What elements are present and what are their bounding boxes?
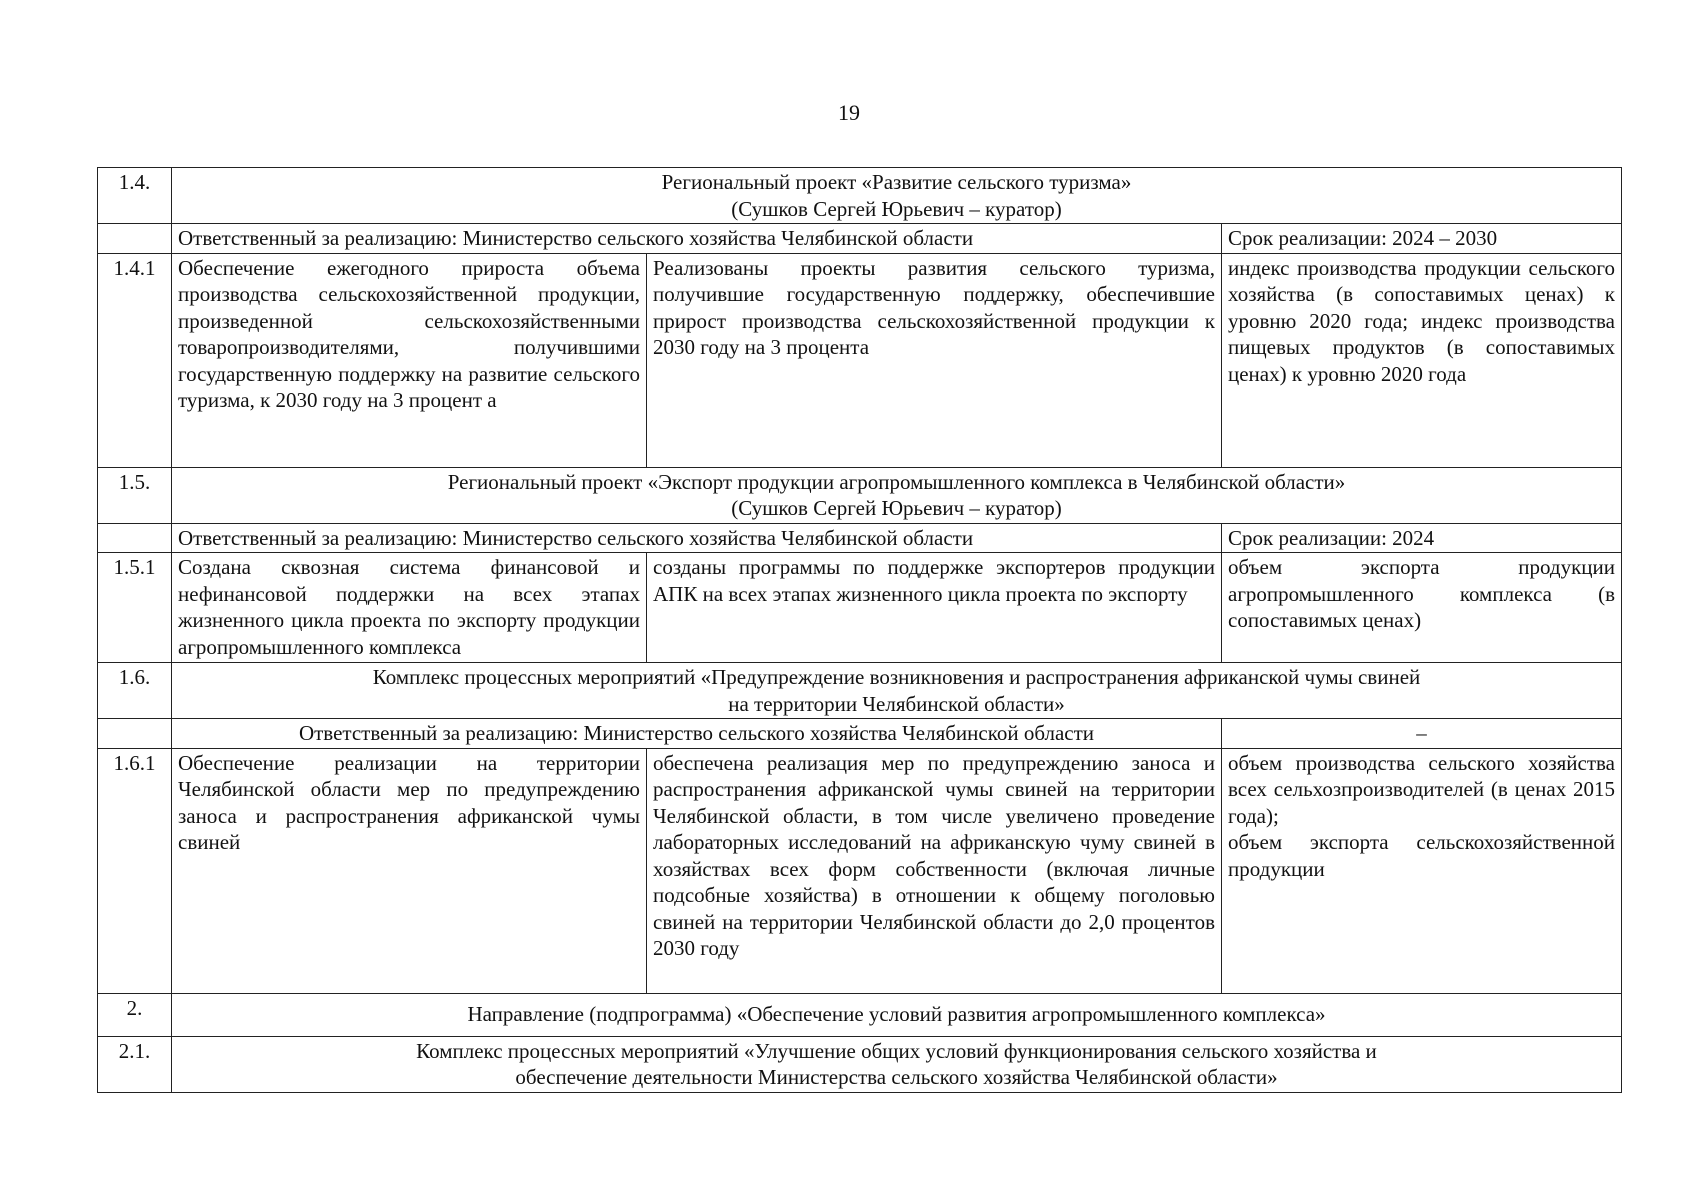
table-row [98,553,1622,663]
section-title: Региональный проект «Экспорт продукции агропромышленного комплекса в Челябинской области» [447,469,1346,494]
row-number: 1.6. [98,663,172,719]
section-title-cell [172,1036,1622,1092]
responsible-cell: Ответственный за реализацию: Министерство сельского хозяйства Челябинской области [172,719,1222,749]
table-row [98,253,1622,467]
section-title-cell [172,168,1622,224]
row-number: 1.5.1 [98,553,172,663]
section-title: Региональный проект «Развитие сельского туризма» [661,170,1132,194]
row-number: 2.1. [98,1036,172,1092]
section-curator: (Сушков Сергей Юрьевич – куратор) [731,196,1062,221]
table-row [98,748,1622,993]
table-row [98,168,1622,224]
responsible-cell: Ответственный за реализацию: Министерство сельского хозяйства Челябинской области [172,224,1222,254]
task-cell: Создана сквозная система финансовой и нефинансовой поддержки на всех этапах жизненного цикла проекта по экспорту продукции агропромышленного комплекса [172,553,647,663]
empty-cell [98,719,172,749]
row-number: 1.4. [98,168,172,224]
empty-cell [98,523,172,553]
indicator-item: объем производства сельского хозяйства всех сельхозпроизводителей (в ценах 2015 года); [1228,750,1615,828]
program-table [97,167,1622,1093]
term-cell: Срок реализации: 2024 – 2030 [1222,224,1622,254]
row-number: 2. [98,993,172,1036]
task-cell: Обеспечение реализации на территории Челябинской области мер по предупреждению заноса и распространения африканской чумы свиней [172,748,647,993]
page-number: 19 [838,100,860,125]
table-row [98,663,1622,719]
task-cell: Обеспечение ежегодного прироста объема производства сельскохозяйственной продукции, произведенной сельскохозяйственными товаропроизводителями, получившими государственную поддержку на развитие сельского туризма, к 2030 году на 3 процент а [172,253,647,467]
section-title-cell [172,663,1622,719]
row-number: 1.6.1 [98,748,172,993]
indicator-cell [1222,748,1622,993]
row-number: 1.4.1 [98,253,172,467]
term-cell: Срок реализации: 2024 [1222,523,1622,553]
result-cell: созданы программы по поддержке экспортеров продукции АПК на всех этапах жизненного цикла проекта по экспорту [647,553,1222,663]
section-curator: (Сушков Сергей Юрьевич – куратор) [731,496,1062,520]
section-title-continued: на территории Челябинской области» [728,691,1065,716]
row-number: 1.5. [98,467,172,523]
section-title: Комплекс процессных мероприятий «Улучшение общих условий функционирования сельского хозяйства и [416,1038,1377,1063]
indicator-cell: индекс производства продукции сельского хозяйства (в сопоставимых ценах) к уровню 2020 года; индекс производства пищевых продуктов (в сопоставимых ценах) к уровню 2020 года [1222,253,1622,467]
table-row [98,467,1622,523]
section-title-continued: обеспечение деятельности Министерства сельского хозяйства Челябинской области» [515,1065,1278,1089]
direction-title: Направление (подпрограмма) «Обеспечение условий развития агропромышленного комплекса» [172,993,1622,1036]
indicator-item: объем экспорта сельскохозяйственной продукции [1228,830,1615,881]
table-row [98,523,1622,553]
result-cell: обеспечена реализация мер по предупреждению заноса и распространения африканской чумы свиней на территории Челябинской области, в том числе увеличено проведение лабораторных исследований на африканскую чуму свиней в хозяйствах всех форм собственности (включая личные подсобные хозяйства) в отношении к общему поголовью свиней на территории Челябинской области до 2,0 процентов 2030 году [647,748,1222,993]
result-cell: Реализованы проекты развития сельского туризма, получившие государственную поддержку, обеспечившие прирост производства сельскохозяйственной продукции к 2030 году на 3 процента [647,253,1222,467]
table-row [98,224,1622,254]
responsible-cell: Ответственный за реализацию: Министерство сельского хозяйства Челябинской области [172,523,1222,553]
table-row [98,993,1622,1036]
section-title-cell [172,467,1622,523]
table-row [98,1036,1622,1092]
indicator-cell: объем экспорта продукции агропромышленного комплекса (в сопоставимых ценах) [1222,553,1622,663]
empty-cell [98,224,172,254]
term-cell: – [1222,719,1622,749]
section-title: Комплекс процессных мероприятий «Предупреждение возникновения и распространения африканской чумы свиней [372,665,1421,689]
table-row [98,719,1622,749]
